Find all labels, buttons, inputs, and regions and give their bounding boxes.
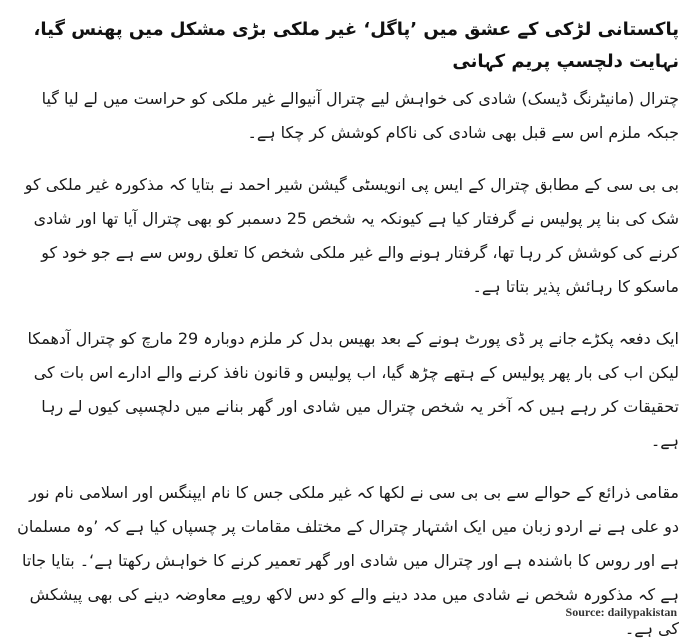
article-paragraph-4: مقامی ذرائع کے حوالے سے بی بی سی نے لکھا کہ غیر ملکی جس کا نام ایپنگس اور اسلامی نام نور دو علی ہے نے اردو زبان میں ایک اشتہار چترال کے مختلف مقامات پر چسپاں کیا ہے کہ ’وہ مسلمان ہے اور روس کا باشندہ ہے اور چترال میں شادی اور گھر تعمیر کرنے کا خواہش رکھتا ہے‘۔ بتایا جاتا ہے کہ مذکورہ شخص نے شادی میں مدد دینے والے کو دس لاکھ روپے معاوضہ دینے کی بھی پیشکش کی ہے۔ [17, 483, 679, 638]
article-paragraph-3: ایک دفعہ پکڑے جانے پر ڈی پورٹ ہونے کے بعد بھیس بدل کر ملزم دوبارہ 29 مارچ کو چترال آدھمکا لیکن اب کی بار پھر پولیس کے ہتھے چڑھ گیا، اب پولیس و قانون نافذ کرنے والے ادارے اس بات کی تحقیقات کر رہے ہیں کہ آخر یہ شخص چترال میں شادی اور گھر بنانے میں دلچسپی کیوں لے رہا ہے۔ [27, 329, 679, 450]
article-paragraph-2: بی بی سی کے مطابق چترال کے ایس پی انویسٹی گیشن شیر احمد نے بتایا کہ مذکورہ غیر ملکی کو شک کی بنا پر پولیس نے گرفتار کیا ہے کیونکہ یہ شخص 25 دسمبر کو بھی چترال آیا تھا اور شادی کرنے کی کوشش کر رہا تھا، گرفتار ہونے والے غیر ملکی شخص کا تعلق روس سے ہے جو خود کو ماسکو کا رہائش پذیر بتاتا ہے۔ [24, 175, 679, 296]
source-credit: Source: dailypakistan [565, 605, 677, 619]
article-headline: پاکستانی لڑکی کے عشق میں ’پاگل‘ غیر ملکی بڑی مشکل میں پھنس گیا، نہایت دلچسپ پریم کہانی [33, 19, 679, 72]
article-paragraph-1: چترال (مانیٹرنگ ڈیسک) شادی کی خواہش لیے چترال آنیوالے غیر ملکی کو حراست میں لے لیا گیا جبکہ ملزم اس سے قبل بھی شادی کی ناکام کوشش کر چکا ہے۔ [41, 89, 679, 142]
